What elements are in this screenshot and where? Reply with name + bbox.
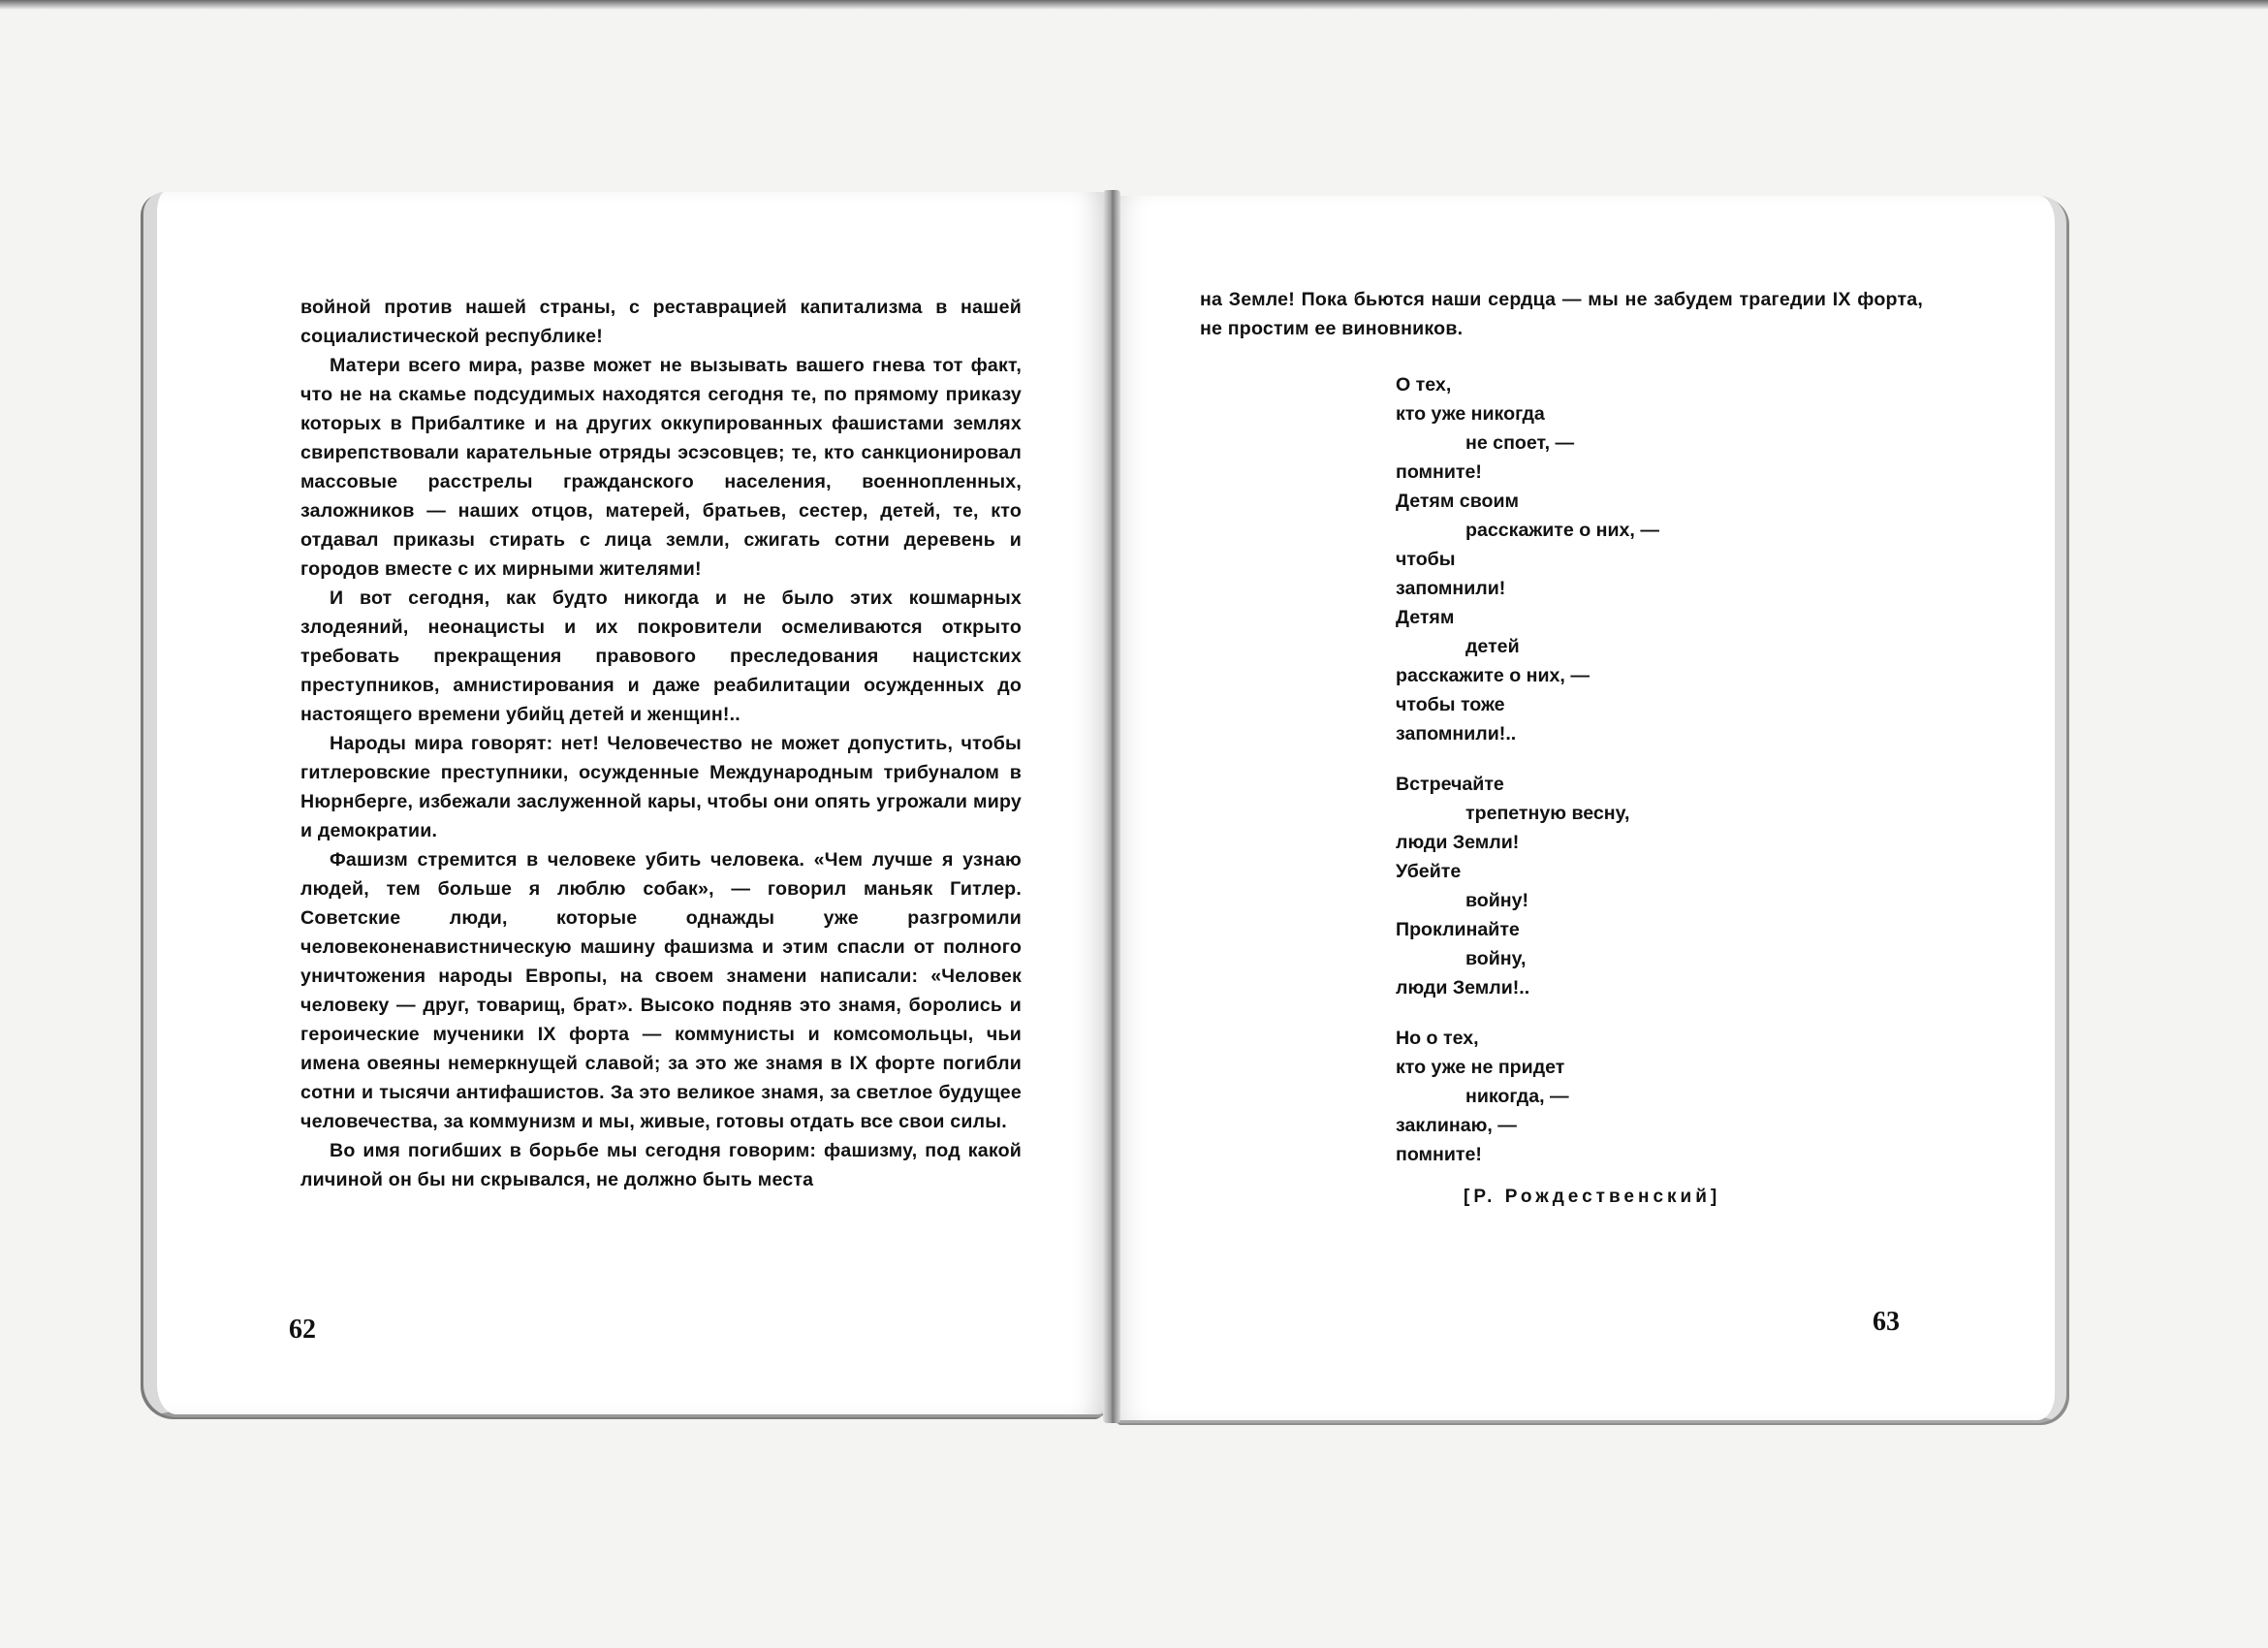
poem-line: помните!: [1396, 461, 1482, 483]
poem: [1396, 370, 1783, 1190]
page-number-left: 62: [289, 1315, 316, 1345]
poem-line: кто уже никогда: [1396, 403, 1545, 425]
book-gutter: [1103, 190, 1120, 1423]
poem-author: [Р. Рождественский]: [1464, 1187, 1721, 1207]
poem-line: Встречайте: [1396, 774, 1504, 795]
poem-line: О тех,: [1396, 374, 1452, 396]
poem-stanza: [1396, 1024, 1783, 1169]
paragraph: Матери всего мира, разве может не вызывать вашего гнева тот факт, что не на скамье подсудимых находятся сегодня те, по прямому приказу которых в Прибалтике и на других оккупированных фашистами землях свирепствовали карательные отряды эсэсовцев; те, кто санкционировал массовые расстрелы гражданского населения, военнопленных, заложников — наших отцов, матерей, братьев, сестер, детей, те, кто отдавал приказы стирать с лица земли, сжигать сотни деревень и городов вместе с их мирными жителями!: [300, 355, 1022, 580]
poem-line: люди Земли!: [1396, 832, 1520, 853]
poem-line: расскажите о них, —: [1465, 520, 1659, 541]
paragraph: войной против нашей страны, с реставрацией капитализма в нашей социалистической республике!: [300, 297, 1022, 347]
poem-line: заклинаю, —: [1396, 1115, 1517, 1136]
poem-line: не споет, —: [1465, 432, 1575, 454]
paragraph: Во имя погибших в борьбе мы сегодня говорим: фашизму, под какой личиной он бы ни скрывался, не должно быть места: [300, 1140, 1022, 1190]
poem-line: чтобы: [1396, 549, 1456, 570]
right-page-text: [1200, 285, 1923, 343]
poem-line: кто уже не придет: [1396, 1057, 1565, 1078]
poem-stanza: [1396, 770, 1783, 1002]
poem-line: войну,: [1465, 948, 1527, 969]
scan-edge: [0, 0, 2268, 10]
poem-line: Проклинайте: [1396, 919, 1520, 940]
poem-line: никогда, —: [1465, 1086, 1569, 1107]
poem-line: запомнили!: [1396, 578, 1506, 599]
left-page-text: [300, 293, 1022, 1194]
paragraph: И вот сегодня, как будто никогда и не было этих кошмарных злодеяний, неонацисты и их покровители осмеливаются открыто требовать прекращения правового преследования нацистских преступников, амнистирования и даже реабилитации осужденных до настоящего времени убийц детей и женщин!..: [300, 587, 1022, 725]
paragraph: Фашизм стремится в человеке убить человека. «Чем лучше я узнаю людей, тем больше я люблю собак», — говорил маньяк Гитлер. Советские люди, которые однажды уже разгромили человеконенавистническую машину фашизма и этим спасли от полного уничтожения народы Европы, на своем знамени написали: «Человек человеку — друг, товарищ, брат». Высоко подняв это знамя, боролись и героические мученики IX форта — коммунисты и комсомольцы, чьи имена овеяны немеркнущей славой; за это же знамя в IX форте погибли сотни и тысячи антифашистов. За это великое знамя, за светлое будущее человечества, за коммунизм и мы, живые, готовы отдать все свои силы.: [300, 849, 1022, 1132]
poem-line: расскажите о них, —: [1396, 665, 1590, 686]
poem-line: трепетную весну,: [1465, 803, 1630, 824]
page-number-right: 63: [1873, 1307, 1900, 1337]
poem-line: Убейте: [1396, 861, 1462, 882]
poem-line: войну!: [1465, 890, 1529, 911]
poem-line: помните!: [1396, 1144, 1482, 1165]
poem-line: Детям: [1396, 607, 1455, 628]
paragraph: Народы мира говорят: нет! Человечество не может допустить, чтобы гитлеровские преступники, осужденные Международным трибуналом в Нюрнберге, избежали заслуженной кары, чтобы они опять угрожали миру и демократии.: [300, 733, 1022, 841]
poem-line: детей: [1465, 636, 1520, 657]
poem-line: чтобы тоже: [1396, 694, 1505, 715]
poem-line: Но о тех,: [1396, 1028, 1479, 1049]
poem-line: люди Земли!..: [1396, 977, 1530, 998]
poem-line: запомнили!..: [1396, 723, 1517, 745]
poem-line: Детям своим: [1396, 491, 1519, 512]
paragraph: на Земле! Пока бьются наши сердца — мы не забудем трагедии IX форта, не простим ее виновников.: [1200, 289, 1923, 339]
poem-stanza: [1396, 370, 1783, 748]
